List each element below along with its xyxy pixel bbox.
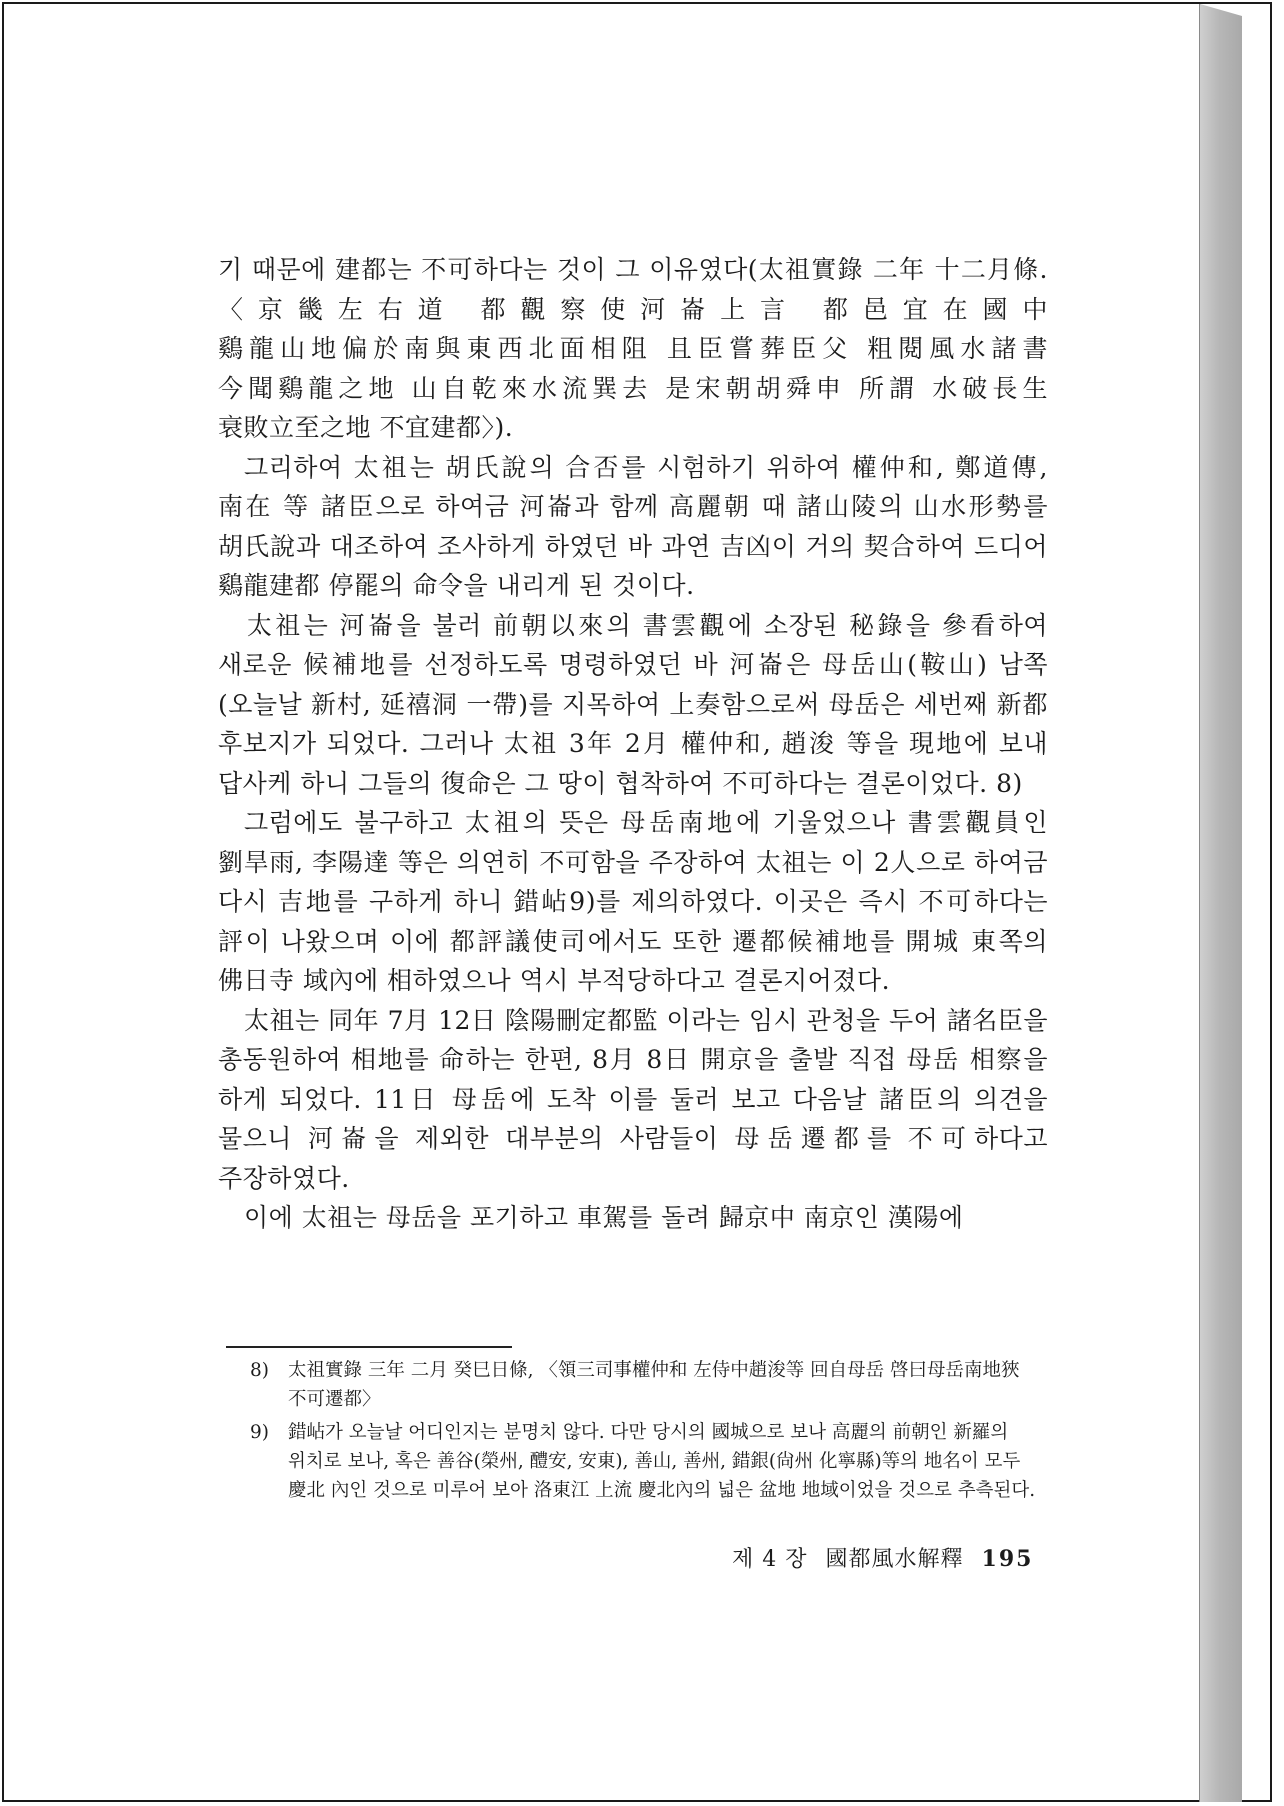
paragraph-6: 이에 太祖는 母岳을 포기하고 車駕를 돌려 歸京中 南京인 漢陽에	[244, 1203, 964, 1232]
footnote-number: 9)	[250, 1422, 269, 1443]
footnote-number: 8)	[250, 1360, 269, 1381]
running-footer	[732, 1542, 1051, 1573]
book-edge-shading	[1200, 4, 1242, 1802]
footnote-8	[250, 1356, 1050, 1414]
page-number: 195	[981, 1546, 1034, 1572]
footnote-9	[250, 1418, 1050, 1505]
footnote-text: 錯岾가 오늘날 어디인지는 분명치 않다. 다만 당시의 國城으로 보나 高麗의 前朝인 新羅의 위치로 보나, 혹은 善谷(榮州, 醴安, 安東), 善山, 善州, 錯銀(尙州 化寧縣)等의 地名이 모두 慶北 內인 것으로 미루어 보아 洛東江 上流 慶北內의 넓은 盆地 地域이었을 것으로 추측된다.	[288, 1422, 1036, 1501]
paragraph-3: 太祖는 河崙을 불러 前朝以來의 書雲觀에 소장된 秘錄을 參看하여 새로운 候補地를 선정하도록 명령하였던 바 河崙은 母岳山(鞍山) 남쪽(오늘날 新村, 延禧洞 一帶)를 지목하여 上奏함으로써 母岳은 세번째 新都 후보지가 되었다. 그러나 太祖 3年 2月 權仲和, 趙浚 等을 現地에 보내 답사케 하니 그들의 復命은 그 땅이 협착하여 不可하다는 결론이었다. 8)	[218, 610, 1048, 798]
footnotes	[250, 1356, 1050, 1509]
footnote-text: 太祖實錄 三年 二月 癸巳日條, 〈領三司事權仲和 左侍中趙浚等 回自母岳 啓曰母岳南地狹 不可遷都〉	[288, 1360, 1020, 1410]
chapter-title: 國都風水解釋	[825, 1547, 964, 1572]
body-text	[218, 250, 1048, 1238]
paragraph-4: 그럼에도 불구하고 太祖의 뜻은 母岳南地에 기울었으나 書雲觀員인 劉旱雨, 李陽達 等은 의연히 不可함을 주장하여 太祖는 이 2人으로 하여금 다시 吉地를 구하게 하니 錯岾9)를 제의하였다. 이곳은 즉시 不可하다는 評이 나왔으며 이에 都評議使司에서도 또한 遷都候補地를 開城 東쪽의 佛日寺 域內에 相하였으나 역시 부적당하다고 결론지어졌다.	[218, 808, 1048, 995]
paragraph-2: 그리하여 太祖는 胡氏說의 合否를 시험하기 위하여 權仲和, 鄭道傳, 南在 等 諸臣으로 하여금 河崙과 함께 高麗朝 때 諸山陵의 山水形勢를 胡氏說과 대조하여 조사하게 하였던 바 과연 吉凶이 거의 契合하여 드디어 鷄龍建都 停罷의 命令을 내리게 된 것이다.	[218, 452, 1048, 600]
chapter-label: 제 4 장	[732, 1547, 808, 1572]
paragraph-5: 太祖는 同年 7月 12日 陰陽刪定都監 이라는 임시 관청을 두어 諸名臣을 총동원하여 相地를 命하는 한편, 8月 8日 開京을 출발 직접 母岳 相察을 하게 되었다. 11日 母岳에 도착 이를 둘러 보고 다음날 諸臣의 의견을 물으니 河崙을 제외한 대부분의 사람들이 母岳遷都를 不可하다고 주장하였다.	[218, 1005, 1048, 1193]
paragraph-1: 기 때문에 建都는 不可하다는 것이 그 이유였다(太祖實錄 二年 十二月條. 〈京畿左右道 都觀察使河崙上言 都邑宜在國中 鷄龍山地偏於南與東西北面相阻 且臣嘗葬臣父 粗閱風水諸書 今聞鷄龍之地 山自乾來水流巽去 是宋朝胡舜申 所謂 水破長生 衰敗立至之地 不宜建都〉).	[218, 255, 1048, 442]
footnote-divider	[226, 1346, 512, 1348]
